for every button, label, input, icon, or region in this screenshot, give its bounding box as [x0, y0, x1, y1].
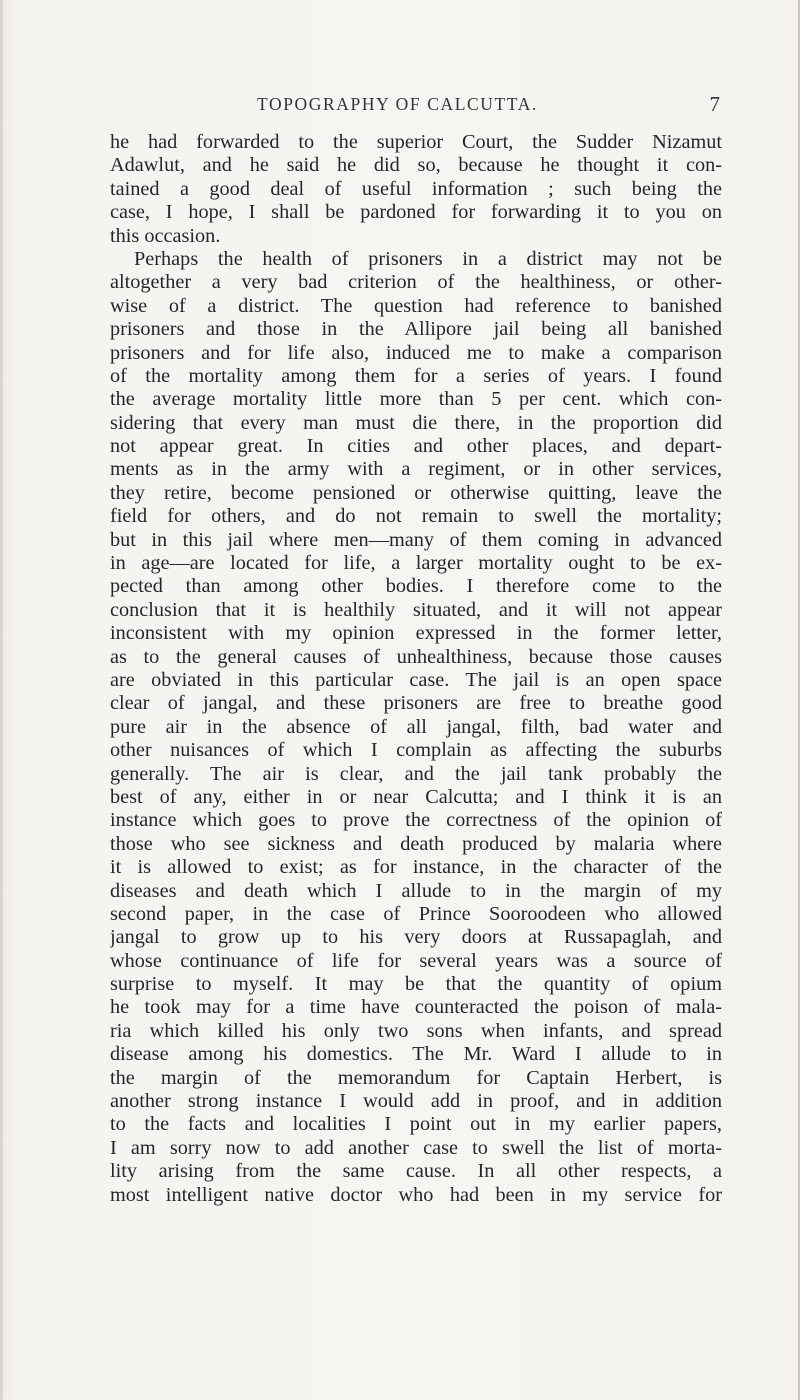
text-line: disease among his domestics. The Mr. Ward I allude to in [110, 1043, 722, 1066]
text-line: but in this jail where men—many of them coming in advanced [110, 528, 722, 551]
text-line: I am sorry now to add another case to swell the list of morta- [110, 1136, 722, 1159]
text-line: are obviated in this particular case. The jail is an open space [110, 668, 722, 691]
text-line: prisoners and for life also, induced me to make a comparison [110, 341, 722, 364]
text-line: of the mortality among them for a series of years. I found [110, 364, 722, 387]
text-line: wise of a district. The question had reference to banished [110, 294, 722, 317]
text-line: another strong instance I would add in proof, and in addition [110, 1090, 722, 1113]
text-line: the average mortality little more than 5 per cent. which con- [110, 388, 722, 411]
text-line: those who see sickness and death produced by malaria where [110, 832, 722, 855]
text-line: he took may for a time have counteracted the poison of mala- [110, 996, 722, 1019]
text-line: as to the general causes of unhealthiness, because those causes [110, 645, 722, 668]
text-line: instance which goes to prove the correctness of the opinion of [110, 809, 722, 832]
page-header [110, 94, 720, 124]
paragraph [110, 131, 722, 248]
text-line: in age—are located for life, a larger mortality ought to be ex- [110, 552, 722, 575]
text-line: diseases and death which I allude to in the margin of my [110, 879, 722, 902]
paragraph [110, 248, 722, 1207]
text-line: altogether a very bad criterion of the healthiness, or other- [110, 271, 722, 294]
text-line: generally. The air is clear, and the jail tank probably the [110, 762, 722, 785]
text-line: second paper, in the case of Prince Sooroodeen who allowed [110, 902, 722, 925]
text-line: tained a good deal of useful information ; such being the [110, 177, 722, 200]
text-line: Perhaps the health of prisoners in a district may not be [134, 247, 722, 270]
body-text [110, 131, 722, 1207]
text-line: this occasion. [110, 224, 221, 247]
text-line: ria which killed his only two sons when infants, and spread [110, 1019, 722, 1042]
text-line: pected than among other bodies. I therefore come to the [110, 575, 722, 598]
text-line: they retire, become pensioned or otherwise quitting, leave the [110, 481, 722, 504]
text-line: pure air in the absence of all jangal, filth, bad water and [110, 715, 722, 738]
text-line: other nuisances of which I complain as affecting the suburbs [110, 739, 722, 762]
text-line: not appear great. In cities and other places, and depart- [110, 435, 722, 458]
text-line: most intelligent native doctor who had been in my service for [110, 1183, 722, 1206]
text-line: best of any, either in or near Calcutta; and I think it is an [110, 785, 722, 808]
text-line: prisoners and those in the Allipore jail being all banished [110, 318, 722, 341]
text-line: case, I hope, I shall be pardoned for forwarding it to you on [110, 201, 722, 224]
text-line: field for others, and do not remain to swell the mortality; [110, 505, 722, 528]
text-line: whose continuance of life for several years was a source of [110, 949, 722, 972]
text-line: to the facts and localities I point out in my earlier papers, [110, 1113, 722, 1136]
text-line: jangal to grow up to his very doors at Russapaglah, and [110, 926, 722, 949]
running-title: TOPOGRAPHY OF CALCUTTA. [257, 94, 538, 114]
text-line: the margin of the memorandum for Captain Herbert, is [110, 1066, 722, 1089]
page-number: 7 [709, 92, 720, 116]
text-line: inconsistent with my opinion expressed in the former letter, [110, 622, 722, 645]
text-line: he had forwarded to the superior Court, the Sudder Nizamut [110, 131, 722, 153]
text-line: ments as in the army with a regiment, or in other services, [110, 458, 722, 481]
text-line: surprise to myself. It may be that the quantity of opium [110, 973, 722, 996]
text-line: conclusion that it is healthily situated, and it will not appear [110, 598, 722, 621]
page-left-edge [0, 0, 3, 1400]
text-line: it is allowed to exist; as for instance, in the character of the [110, 856, 722, 879]
text-line: clear of jangal, and these prisoners are free to breathe good [110, 692, 722, 715]
text-line: sidering that every man must die there, in the proportion did [110, 411, 722, 434]
text-line: Adawlut, and he said he did so, because he thought it con- [110, 154, 722, 177]
text-line: lity arising from the same cause. In all other respects, a [110, 1160, 722, 1183]
